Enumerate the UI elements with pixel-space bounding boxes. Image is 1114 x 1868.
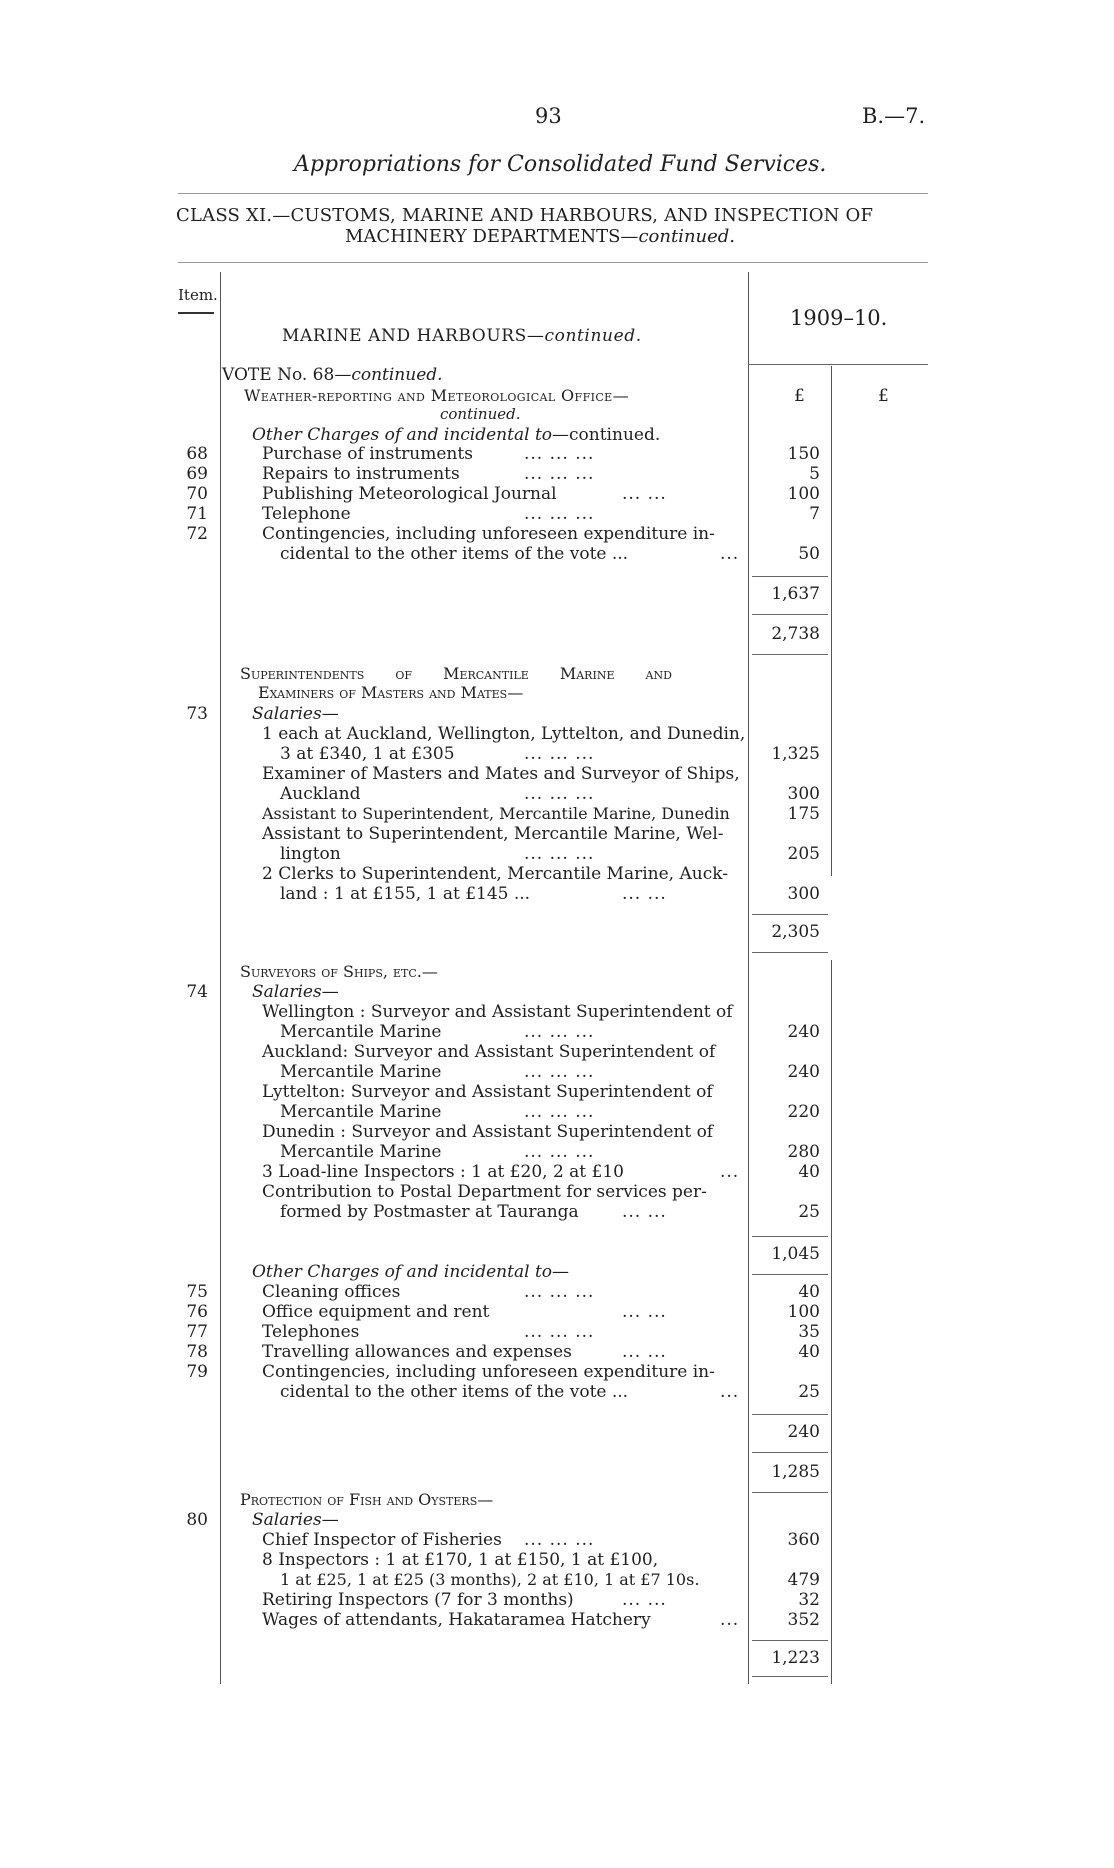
class-heading-line2	[345, 226, 735, 247]
leader-dots: ... ...	[622, 1590, 667, 1610]
item-amount: 7	[809, 504, 820, 524]
item-amount: 100	[787, 1302, 820, 1322]
leader-dots: ... ...	[622, 884, 667, 904]
weather-total: 2,738	[771, 624, 820, 644]
item-description-line1: Contingencies, including unforeseen expenditure in-	[262, 524, 715, 544]
weather-other-charges-heading	[252, 425, 660, 445]
column-divider-pounds-lower	[831, 960, 832, 1684]
line-text: Examiner of Masters and Mates and Surveyor of Ships,	[262, 764, 740, 784]
leader-dots: ...	[720, 544, 740, 564]
fish-total: 1,223	[771, 1648, 820, 1668]
item-amount: 100	[787, 484, 820, 504]
subtotal-rule	[752, 914, 828, 915]
item-number: 69	[186, 464, 208, 484]
surveyors-heading: Surveyors of Ships, etc.—	[240, 962, 438, 981]
line-amount: 300	[787, 884, 820, 904]
leader-dots: ... ...	[622, 484, 667, 504]
surveyors-other-total: 240	[787, 1422, 820, 1442]
weather-other-charges-italic: Other Charges of and incidental to	[252, 425, 553, 445]
leader-dots: ... ... ...	[524, 1322, 595, 1342]
line-text: lington	[280, 844, 341, 864]
item-number: 76	[186, 1302, 208, 1322]
line-amount: 220	[787, 1102, 820, 1122]
item-number: 78	[186, 1342, 208, 1362]
line-text: Mercantile Marine	[280, 1102, 442, 1122]
item-number: 77	[186, 1322, 208, 1342]
line-amount: 240	[787, 1022, 820, 1042]
line-text: Wellington : Surveyor and Assistant Superintendent of	[262, 1002, 733, 1022]
leader-dots: ...	[720, 1610, 740, 1630]
subtotal-rule	[752, 614, 828, 615]
line-text: Mercantile Marine	[280, 1142, 442, 1162]
vote-heading-main: VOTE No. 68—	[222, 365, 352, 385]
leader-dots: ... ... ...	[524, 1530, 595, 1550]
line-text: Assistant to Superintendent, Mercantile Marine, Wel-	[262, 824, 724, 844]
subtotal-rule	[752, 576, 828, 577]
year-rule	[748, 364, 928, 365]
page-title: Appropriations for Consolidated Fund Services.	[294, 152, 827, 177]
item-number: 75	[186, 1282, 208, 1302]
line-amount: 40	[798, 1162, 820, 1182]
line-amount: 1,325	[771, 744, 820, 764]
line-amount: 25	[798, 1202, 820, 1222]
item-description: Publishing Meteorological Journal	[262, 484, 557, 504]
year-column-label: 1909–10.	[790, 306, 888, 330]
leader-dots: ... ... ...	[524, 464, 595, 484]
leader-dots: ... ... ...	[524, 784, 595, 804]
leader-dots: ...	[720, 1162, 740, 1182]
item-column-label: Item.	[178, 286, 218, 304]
pound-sign-col1: £	[794, 386, 805, 406]
leader-dots: ... ... ...	[524, 444, 595, 464]
item-number: 68	[186, 444, 208, 464]
salaries-heading: Salaries—	[252, 982, 339, 1002]
leader-dots: ... ... ...	[524, 504, 595, 524]
total-rule	[752, 952, 828, 953]
item-description: Telephones	[262, 1322, 360, 1342]
superintendents-heading-line2: Examiners of Masters and Mates—	[258, 683, 524, 702]
line-amount: 240	[787, 1062, 820, 1082]
line-text: Wages of attendants, Hakataramea Hatchery	[262, 1610, 651, 1630]
surveyors-total: 1,285	[771, 1462, 820, 1482]
item-number: 72	[186, 524, 208, 544]
item-amount: 50	[798, 544, 820, 564]
line-text: Contribution to Postal Department for services per-	[262, 1182, 707, 1202]
fish-heading: Protection of Fish and Oysters—	[240, 1490, 494, 1509]
item-description: Telephone	[262, 504, 351, 524]
other-charges-heading: Other Charges of and incidental to—	[252, 1262, 570, 1282]
line-amount: 175	[787, 804, 820, 824]
item-number: 80	[186, 1510, 208, 1530]
item-number: 73	[186, 704, 208, 724]
item-number: 70	[186, 484, 208, 504]
item-amount: 5	[809, 464, 820, 484]
item-number: 74	[186, 982, 208, 1002]
line-text: 1 each at Auckland, Wellington, Lyttelton, and Dunedin,	[262, 724, 746, 744]
leader-dots: ... ... ...	[524, 1282, 595, 1302]
line-amount: 352	[787, 1610, 820, 1630]
leader-dots: ... ... ...	[524, 1022, 595, 1042]
class-heading-line1: CLASS XI.—CUSTOMS, MARINE AND HARBOURS, AND INSPECTION OF	[176, 205, 874, 226]
document-code: B.—7.	[862, 104, 926, 128]
item-number: 79	[186, 1362, 208, 1382]
item-description: Purchase of instruments	[262, 444, 473, 464]
title-rule	[178, 193, 928, 194]
line-text: 8 Inspectors : 1 at £170, 1 at £150, 1 at £100,	[262, 1550, 659, 1570]
leader-dots: ... ... ...	[524, 844, 595, 864]
item-description-line1: Contingencies, including unforeseen expenditure in-	[262, 1362, 715, 1382]
item-description: Cleaning offices	[262, 1282, 401, 1302]
item-description: Repairs to instruments	[262, 464, 460, 484]
item-description: Travelling allowances and expenses	[262, 1342, 572, 1362]
class-heading-line2-main: MACHINERY DEPARTMENTS—	[345, 226, 639, 247]
leader-dots: ... ... ...	[524, 1102, 595, 1122]
line-text: Assistant to Superintendent, Mercantile Marine, Dunedin	[262, 804, 730, 823]
line-text: land : 1 at £155, 1 at £145 ...	[280, 884, 531, 904]
class-heading-line2-italic: continued.	[638, 226, 736, 247]
leader-dots: ... ...	[622, 1202, 667, 1222]
leader-dots: ... ...	[622, 1342, 667, 1362]
salaries-heading: Salaries—	[252, 704, 339, 724]
weather-heading-continued: continued.	[440, 405, 521, 423]
line-text: 3 Load-line Inspectors : 1 at £20, 2 at £10	[262, 1162, 624, 1182]
line-text: formed by Postmaster at Tauranga	[280, 1202, 579, 1222]
leader-dots: ... ...	[622, 1302, 667, 1322]
line-text: 1 at £25, 1 at £25 (3 months), 2 at £10, 1 at £7 10s.	[280, 1570, 700, 1589]
total-rule	[752, 654, 828, 655]
line-text: Auckland: Surveyor and Assistant Superintendent of	[262, 1042, 716, 1062]
line-text: Lyttelton: Surveyor and Assistant Superintendent of	[262, 1082, 713, 1102]
section-heading-italic: continued.	[544, 326, 642, 346]
section-heading-main: MARINE AND HARBOURS—	[282, 326, 545, 346]
salaries-heading: Salaries—	[252, 1510, 339, 1530]
leader-dots: ... ... ...	[524, 744, 595, 764]
line-text: 2 Clerks to Superintendent, Mercantile Marine, Auck-	[262, 864, 728, 884]
vote-heading	[222, 365, 443, 385]
vote-heading-italic: continued.	[351, 365, 443, 385]
line-text: Dunedin : Surveyor and Assistant Superintendent of	[262, 1122, 714, 1142]
weather-other-charges-rest: —continued.	[552, 425, 661, 445]
superintendents-heading-line1: Superintendents of Mercantile Marine and	[240, 664, 672, 683]
line-amount: 205	[787, 844, 820, 864]
line-text: Auckland	[280, 784, 361, 804]
subtotal-rule	[752, 1236, 828, 1237]
line-amount: 32	[798, 1590, 820, 1610]
surveyors-salaries-total: 1,045	[771, 1244, 820, 1264]
line-amount: 300	[787, 784, 820, 804]
item-label-rule	[178, 312, 214, 314]
class-rule	[178, 262, 928, 263]
leader-dots: ... ... ...	[524, 1142, 595, 1162]
line-amount: 479	[787, 1570, 820, 1590]
line-amount: 280	[787, 1142, 820, 1162]
section-heading	[282, 326, 642, 346]
line-text: Mercantile Marine	[280, 1062, 442, 1082]
page-number: 93	[535, 104, 562, 128]
subtotal-rule	[752, 1274, 828, 1275]
line-text: 3 at £340, 1 at £305	[280, 744, 455, 764]
subtotal-rule	[752, 1414, 828, 1415]
item-description-line2: cidental to the other items of the vote ...	[280, 544, 629, 564]
item-amount: 40	[798, 1342, 820, 1362]
leader-dots: ...	[720, 1382, 740, 1402]
line-amount: 360	[787, 1530, 820, 1550]
column-divider-item	[220, 272, 221, 1684]
subtotal-rule	[752, 1640, 828, 1641]
column-divider-amount	[748, 272, 749, 1684]
item-amount: 25	[798, 1382, 820, 1402]
total-rule	[752, 1676, 828, 1677]
item-amount: 35	[798, 1322, 820, 1342]
item-amount: 40	[798, 1282, 820, 1302]
line-text: Mercantile Marine	[280, 1022, 442, 1042]
weather-subtotal: 1,637	[771, 584, 820, 604]
column-divider-pounds	[831, 366, 832, 876]
subtotal-rule	[752, 1452, 828, 1453]
item-description-line2: cidental to the other items of the vote ...	[280, 1382, 629, 1402]
leader-dots: ... ... ...	[524, 1062, 595, 1082]
item-amount: 150	[787, 444, 820, 464]
line-text: Chief Inspector of Fisheries	[262, 1530, 502, 1550]
pound-sign-col2: £	[878, 386, 889, 406]
total-rule	[752, 1492, 828, 1493]
weather-heading: Weather-reporting and Meteorological Office—	[244, 386, 630, 405]
superintendents-total: 2,305	[771, 922, 820, 942]
item-description: Office equipment and rent	[262, 1302, 490, 1322]
line-text: Retiring Inspectors (7 for 3 months)	[262, 1590, 574, 1610]
item-number: 71	[186, 504, 208, 524]
